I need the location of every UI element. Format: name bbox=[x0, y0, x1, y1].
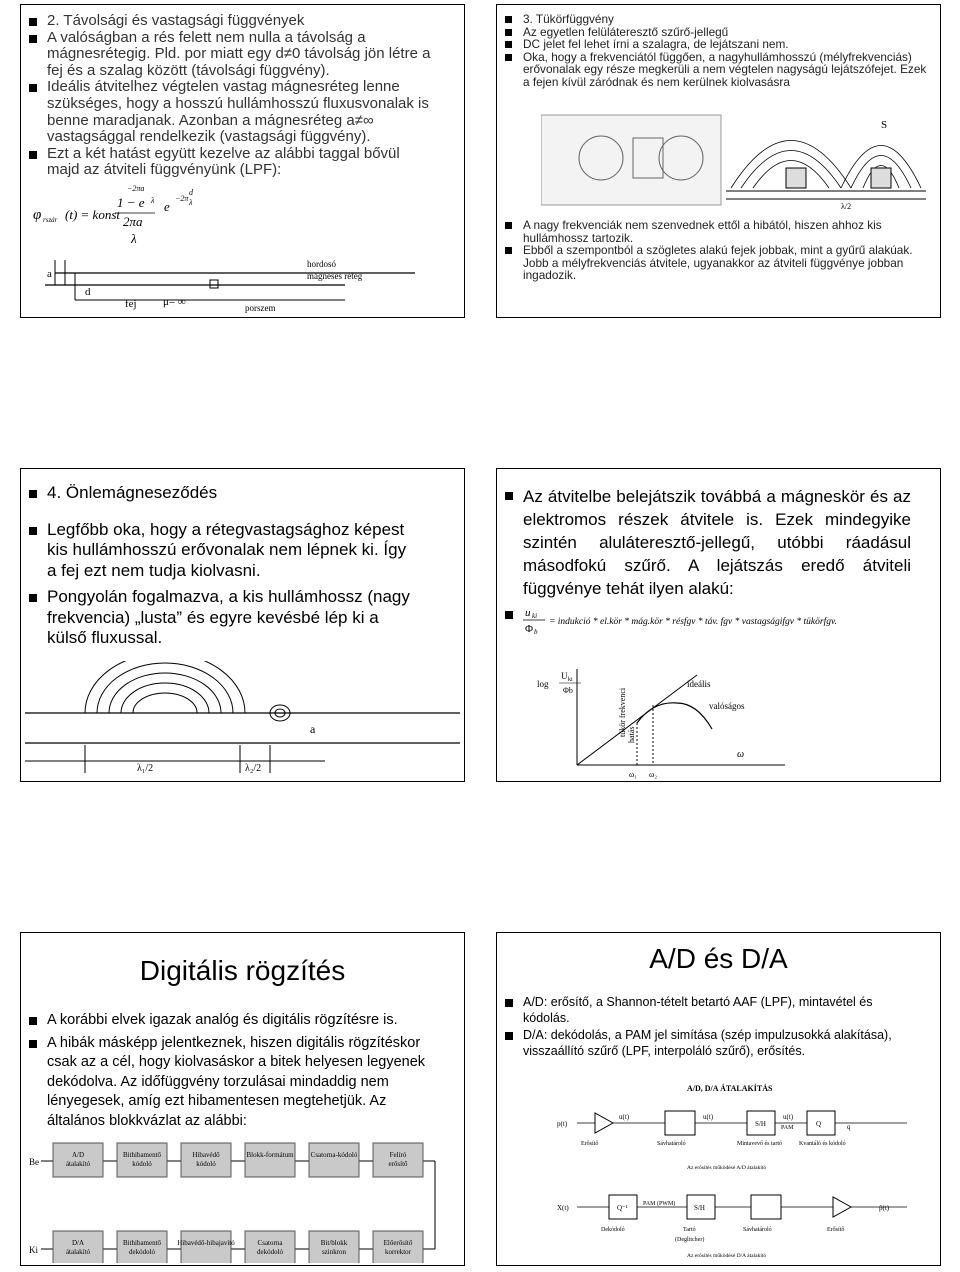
block-box bbox=[181, 1231, 231, 1263]
svg-text:a: a bbox=[310, 722, 316, 736]
playback-frequency-graph bbox=[537, 665, 787, 780]
svg-text:p̃(t): p̃(t) bbox=[879, 1204, 890, 1212]
svg-text:log: log bbox=[537, 679, 549, 689]
svg-text:φ: φ bbox=[33, 207, 42, 223]
svg-text:(Deglitcher): (Deglitcher) bbox=[675, 1237, 705, 1243]
block-label: Hibavédő bbox=[192, 1151, 220, 1159]
bullet-formula bbox=[501, 604, 911, 634]
svg-text:S/H: S/H bbox=[755, 1120, 766, 1128]
svg-text:λ/2: λ/2 bbox=[841, 202, 852, 211]
svg-text:Sávhatároló: Sávhatároló bbox=[657, 1141, 686, 1147]
bullet: Az átvitelbe belejátszik továbbá a mágneskör és az elektromos részek átvitele is. Ezek mindegyike szintén aluláteresztő-jellegű, utóbbi ráadásul másodfokú szűrő. A lejátszás eredő átviteli függvénye tehát ilyen alakú: bbox=[501, 485, 911, 600]
block-label: Bithibamentő bbox=[122, 1239, 162, 1247]
svg-text:hordosó: hordosó bbox=[307, 259, 336, 269]
block-label: kódoló bbox=[196, 1160, 216, 1168]
block-label: Bithibamentő bbox=[122, 1151, 162, 1159]
svg-text:ki: ki bbox=[568, 677, 573, 683]
block-label: Előerősítő bbox=[383, 1239, 413, 1247]
svg-text:PAM: PAM bbox=[781, 1125, 794, 1131]
head-tape-gap-figure bbox=[45, 255, 425, 315]
svg-text:Mintavevő és tartó: Mintavevő és tartó bbox=[737, 1141, 782, 1147]
bullet: D/A: dekódolás, a PAM jel simítása (szép impulzusokká alakítása), visszaállító szűrő (LPF, interpoláló szűrő), erősítés. bbox=[501, 1028, 921, 1059]
bullet: Ebből a szempontból a szögletes alakú fejek jobbak, mint a gyűrű alakúak. Jobb a mélyfrekvenciás átvitele, ugyanakkor az átviteli függvénye jobban ingadozik. bbox=[501, 244, 931, 282]
block-label: D/A bbox=[71, 1239, 85, 1247]
svg-text:Tartó: Tartó bbox=[683, 1227, 696, 1233]
svg-text:Q⁻¹: Q⁻¹ bbox=[617, 1204, 628, 1212]
svg-text:A/D, D/A ÁTALAKÍTÁS: A/D, D/A ÁTALAKÍTÁS bbox=[687, 1084, 773, 1093]
svg-text:rszár: rszár bbox=[43, 216, 58, 224]
playback-formula bbox=[523, 604, 913, 634]
block-label: átalakító bbox=[65, 1160, 91, 1168]
slide-title: A/D és D/A bbox=[649, 943, 788, 974]
svg-text:1 − e: 1 − e bbox=[117, 195, 145, 210]
svg-text:Ki: Ki bbox=[29, 1245, 38, 1255]
block-label: Felíró bbox=[389, 1151, 407, 1159]
block-label: Csatorna bbox=[257, 1239, 283, 1247]
ad-da-block-diagram bbox=[557, 1081, 937, 1265]
block-label: A/D bbox=[71, 1151, 85, 1159]
svg-text:b: b bbox=[534, 628, 538, 634]
svg-text:ki: ki bbox=[532, 612, 538, 620]
transfer-formula bbox=[31, 181, 231, 251]
slide-digital-recording bbox=[20, 932, 465, 1266]
head-flux-figure bbox=[541, 113, 931, 213]
slide-mirror-function bbox=[496, 4, 941, 318]
bullet: A valóságban a rés felett nem nulla a távolság a mágnesrétegig. Pld. por miatt egy d≠0 távolság jön létre a fej és a szalag között (távolsági függvény). bbox=[25, 30, 435, 80]
svg-text:Kvantáló és kódoló: Kvantáló és kódoló bbox=[799, 1141, 846, 1147]
bullet: 4. Önlemágneseződés bbox=[25, 483, 415, 504]
block-box bbox=[245, 1143, 295, 1177]
svg-text:Az erősítés működésé A/D átala: Az erősítés működésé A/D átalakító bbox=[687, 1165, 767, 1171]
bullet: Az egyetlen felüláteresztő szűrő-jellegű bbox=[501, 26, 931, 39]
svg-text:μ= ∞: μ= ∞ bbox=[163, 296, 186, 308]
digital-block-diagram bbox=[25, 1139, 440, 1263]
bullet: Legfőbb oka, hogy a rétegvastagsághoz képest kis hullámhosszú erővonalak nem lépnek ki. Így a fej ezt nem tudja kiolvasni. bbox=[25, 520, 415, 582]
flux-loops-figure bbox=[25, 661, 460, 776]
svg-text:porszem: porszem bbox=[245, 303, 276, 313]
slide-ad-da bbox=[496, 932, 941, 1266]
svg-text:d: d bbox=[189, 188, 193, 197]
svg-text:λ₁/2: λ₁/2 bbox=[137, 763, 154, 774]
block-label: erősítő bbox=[388, 1160, 408, 1168]
svg-text:ideális: ideális bbox=[687, 679, 711, 689]
svg-text:ω₁: ω₁ bbox=[629, 770, 638, 779]
svg-text:Be: Be bbox=[29, 1157, 39, 1167]
svg-text:d: d bbox=[85, 286, 91, 298]
bullet: A hibák másképp jelentkeznek, hiszen digitális rögzítéskor csak az a cél, hogy kiolvasáskor a bitek helyesen legyenek dekódolva. Az időfüggvény torzulásai mindaddig nem lényegesek, amíg ezt hibamentesen megtehetjük. Az általános blokkvázlat az alábbi: bbox=[25, 1034, 435, 1132]
bullet: Oka, hogy a frekvenciától függően, a nagyhullámhosszú (mélyfrekvenciás) erővonalak egy része megkerüli a nem végtelen nagyságú lejátszófejet. Ezek a fejen kívül záródnak és nem kerülnek kiolvasásra bbox=[501, 51, 931, 89]
block-box bbox=[373, 1231, 423, 1263]
bullet: Pongyolán fogalmazva, a kis hullámhossz (nagy frekvencia) „lusta” és egyre kevésbé lép ki a külső fluxussal. bbox=[25, 587, 415, 649]
svg-text:= indukció * el.kör * mág.kör: = indukció * el.kör * mág.kör * résfgv * táv. fgv * vastagságifgv * tükörfgv. bbox=[549, 617, 837, 627]
svg-text:ω₂: ω₂ bbox=[649, 770, 658, 779]
svg-text:e: e bbox=[164, 199, 170, 214]
svg-text:U: U bbox=[561, 671, 568, 681]
svg-text:Erősítő: Erősítő bbox=[581, 1141, 599, 1147]
svg-text:Q: Q bbox=[816, 1120, 822, 1128]
svg-text:PAM (PWM): PAM (PWM) bbox=[643, 1201, 676, 1207]
block-label: Csatorna-kódoló bbox=[310, 1151, 358, 1159]
bullet: 3. Tükörfüggvény bbox=[501, 13, 931, 26]
svg-text:λ: λ bbox=[151, 196, 155, 205]
slide-title: Digitális rögzítés bbox=[139, 955, 346, 986]
svg-text:−2πa: −2πa bbox=[127, 184, 145, 193]
bullet: A nagy frekvenciák nem szenvednek ettől a hibától, hiszen ahhoz kis hullámhossz tartozik. bbox=[501, 219, 931, 244]
svg-text:Dekódoló: Dekódoló bbox=[601, 1227, 625, 1233]
svg-text:u: u bbox=[525, 607, 531, 619]
slide-playback-transfer bbox=[496, 468, 941, 782]
svg-text:−2π: −2π bbox=[175, 194, 189, 203]
svg-text:u(t): u(t) bbox=[783, 1113, 794, 1121]
block-label: korrektor bbox=[384, 1248, 412, 1256]
block-label: Bit/blokk bbox=[320, 1239, 348, 1247]
svg-text:λ: λ bbox=[189, 198, 193, 207]
svg-text:λ₂/2: λ₂/2 bbox=[245, 763, 262, 774]
bullet: Ezt a két hatást együtt kezelve az alábbi taggal bővül majd az átviteli függvényünk (LPF): bbox=[25, 146, 435, 179]
svg-text:Φb: Φb bbox=[563, 686, 573, 695]
svg-text:p(t): p(t) bbox=[557, 1120, 568, 1128]
block-label: dekódoló bbox=[128, 1248, 156, 1256]
block-box bbox=[309, 1143, 359, 1177]
svg-text:a: a bbox=[47, 268, 52, 280]
bullet: A korábbi elvek igazak analóg és digitális rögzítésre is. bbox=[25, 1011, 435, 1031]
bullet: DC jelet fel lehet írni a szalagra, de lejátszani nem. bbox=[501, 38, 931, 51]
block-box bbox=[117, 1231, 167, 1263]
svg-text:u(t): u(t) bbox=[703, 1113, 714, 1121]
slide-distance-thickness bbox=[20, 4, 465, 318]
block-label: kódoló bbox=[132, 1160, 152, 1168]
svg-text:Az erősítés működésé D/A átala: Az erősítés működésé D/A átalakító bbox=[687, 1253, 767, 1259]
svg-text:valóságos: valóságos bbox=[709, 701, 745, 711]
block-box bbox=[245, 1231, 295, 1263]
block-box bbox=[309, 1231, 359, 1263]
svg-text:q: q bbox=[847, 1123, 851, 1131]
block-label: átalakító bbox=[65, 1248, 91, 1256]
svg-text:(t) = konst: (t) = konst bbox=[65, 207, 120, 222]
block-label: Blokk-formátum bbox=[246, 1151, 294, 1159]
svg-text:Φ: Φ bbox=[525, 623, 534, 634]
svg-text:fej: fej bbox=[125, 298, 137, 310]
slide-self-demagnetization bbox=[20, 468, 465, 782]
svg-text:X(t): X(t) bbox=[557, 1204, 569, 1212]
block-label: szinkron bbox=[321, 1248, 347, 1256]
block-label: dekódoló bbox=[256, 1248, 284, 1256]
svg-text:Sávhatároló: Sávhatároló bbox=[743, 1227, 772, 1233]
svg-text:mágneses réteg: mágneses réteg bbox=[307, 271, 363, 281]
bullet: 2. Távolsági és vastagsági függvények bbox=[25, 13, 435, 30]
bullet: A/D: erősítő, a Shannon-tételt betartó AAF (LPF), mintavétel és kódolás. bbox=[501, 995, 921, 1026]
svg-text:S: S bbox=[881, 119, 888, 131]
svg-text:ω: ω bbox=[737, 749, 745, 760]
svg-text:u(t): u(t) bbox=[619, 1113, 630, 1121]
svg-text:λ: λ bbox=[131, 231, 137, 246]
svg-text:tükör frekvenci: tükör frekvenci bbox=[618, 687, 627, 737]
bullet: Ideális átvitelhez végtelen vastag mágnesréteg lenne szükséges, hogy a hosszú hullámhosszú fluxusvonalak is benne maradjanak. Azonban a mágnesréteg a≠∞ vastagsággal rendelkezik (vastagsági függvény). bbox=[25, 79, 435, 145]
svg-text:hatás: hatás bbox=[627, 726, 636, 743]
svg-text:2πa: 2πa bbox=[123, 214, 143, 229]
svg-text:Erősítő: Erősítő bbox=[827, 1227, 845, 1233]
block-label: Hibavédő-hibajavító bbox=[177, 1239, 235, 1247]
block-box bbox=[53, 1231, 103, 1263]
svg-text:S/H: S/H bbox=[694, 1204, 705, 1212]
